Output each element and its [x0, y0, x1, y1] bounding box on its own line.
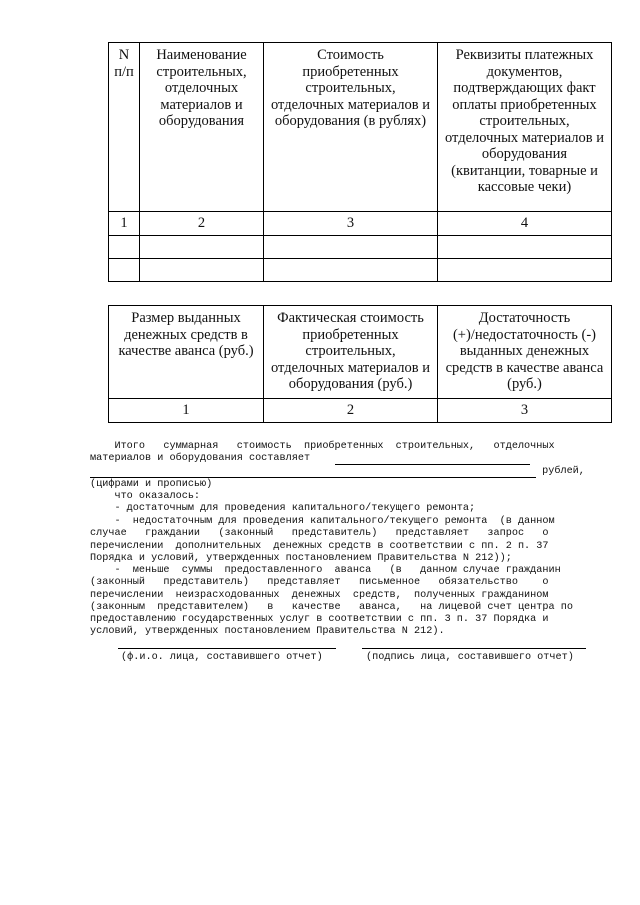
sufficiency-table-number-row: [109, 399, 612, 423]
materials-table-number-row: [109, 212, 612, 236]
empty-cell[interactable]: [109, 258, 140, 281]
header-item-name: Наименование строительных, отделочных материалов и оборудования: [140, 43, 264, 212]
sufficiency-table-header-row: [109, 306, 612, 399]
col-number-3: 3: [264, 212, 438, 236]
empty-cell[interactable]: [140, 235, 264, 258]
digits-words-hint: (цифрами и прописью): [90, 479, 213, 490]
header-actual-cost: Фактическая стоимость приобретенных строительных, отделочных материалов и оборудования (руб.): [264, 306, 438, 399]
fio-signature-line[interactable]: [118, 648, 336, 649]
materials-table-header-row: [109, 43, 612, 212]
col-number-2: 2: [264, 399, 438, 423]
fio-caption: (ф.и.о. лица, составившего отчет): [121, 652, 323, 663]
empty-cell[interactable]: [438, 258, 612, 281]
signature-caption: (подпись лица, составившего отчет): [366, 652, 574, 663]
header-number: N п/п: [109, 43, 140, 212]
empty-cell[interactable]: [264, 235, 438, 258]
empty-cell[interactable]: [264, 258, 438, 281]
materials-table: [108, 42, 612, 282]
rubles-label: рублей,: [536, 466, 585, 477]
total-line-2: материалов и оборудования составляет: [90, 453, 311, 464]
col-number-4: 4: [438, 212, 612, 236]
total-amount-field[interactable]: [335, 464, 530, 465]
col-number-2: 2: [140, 212, 264, 236]
table-row: [109, 258, 612, 281]
empty-cell[interactable]: [140, 258, 264, 281]
header-cost: Стоимость приобретенных строительных, отделочных материалов и оборудования (в рублях): [264, 43, 438, 212]
empty-cell[interactable]: [438, 235, 612, 258]
sufficiency-table: [108, 305, 612, 423]
total-amount-words-field[interactable]: [90, 477, 536, 478]
total-line-1: Итого суммарная стоимость приобретенных строительных, отделочных: [90, 441, 555, 452]
col-number-1: 1: [109, 399, 264, 423]
col-number-1: 1: [109, 212, 140, 236]
option-insufficient: - недостаточным для проведения капитального/текущего ремонта (в данном случае граждании (законный представитель) представляет запрос о перечислении дополнительных денежных средств в соответствии с пп. 2 п. 37 Порядка и условий, утвержденных постановлением Правительства N 212));: [90, 516, 555, 564]
result-intro: что оказалось:: [90, 491, 201, 502]
col-number-3: 3: [438, 399, 612, 423]
option-sufficient: - достаточным для проведения капитального/текущего ремонта;: [90, 503, 476, 514]
signature-line[interactable]: [362, 648, 586, 649]
header-sufficiency: Достаточность (+)/недостаточность (-) выданных денежных средств в качестве аванса (руб.): [438, 306, 612, 399]
empty-cell[interactable]: [109, 235, 140, 258]
option-less: - меньше суммы предоставленного аванса (в данном случае гражданин (законный представитель) представляет письменное обязательство о перечислении неизрасходованных денежных средств, полученных гражданином (законным представителем) в качестве аванса, на лицевой счет центра по предоставлению государственных услуг в соответствии с пп. 3 п. 37 Порядка и условий, утвержденных постановлением Правительства N 212).: [90, 565, 573, 638]
header-payment-docs: Реквизиты платежных документов, подтверждающих факт оплаты приобретенных строительных, отделочных материалов и оборудования (квитанции, товарные и кассовые чеки): [438, 43, 612, 212]
header-advance-amount: Размер выданных денежных средств в качестве аванса (руб.): [109, 306, 264, 399]
table-row: [109, 235, 612, 258]
